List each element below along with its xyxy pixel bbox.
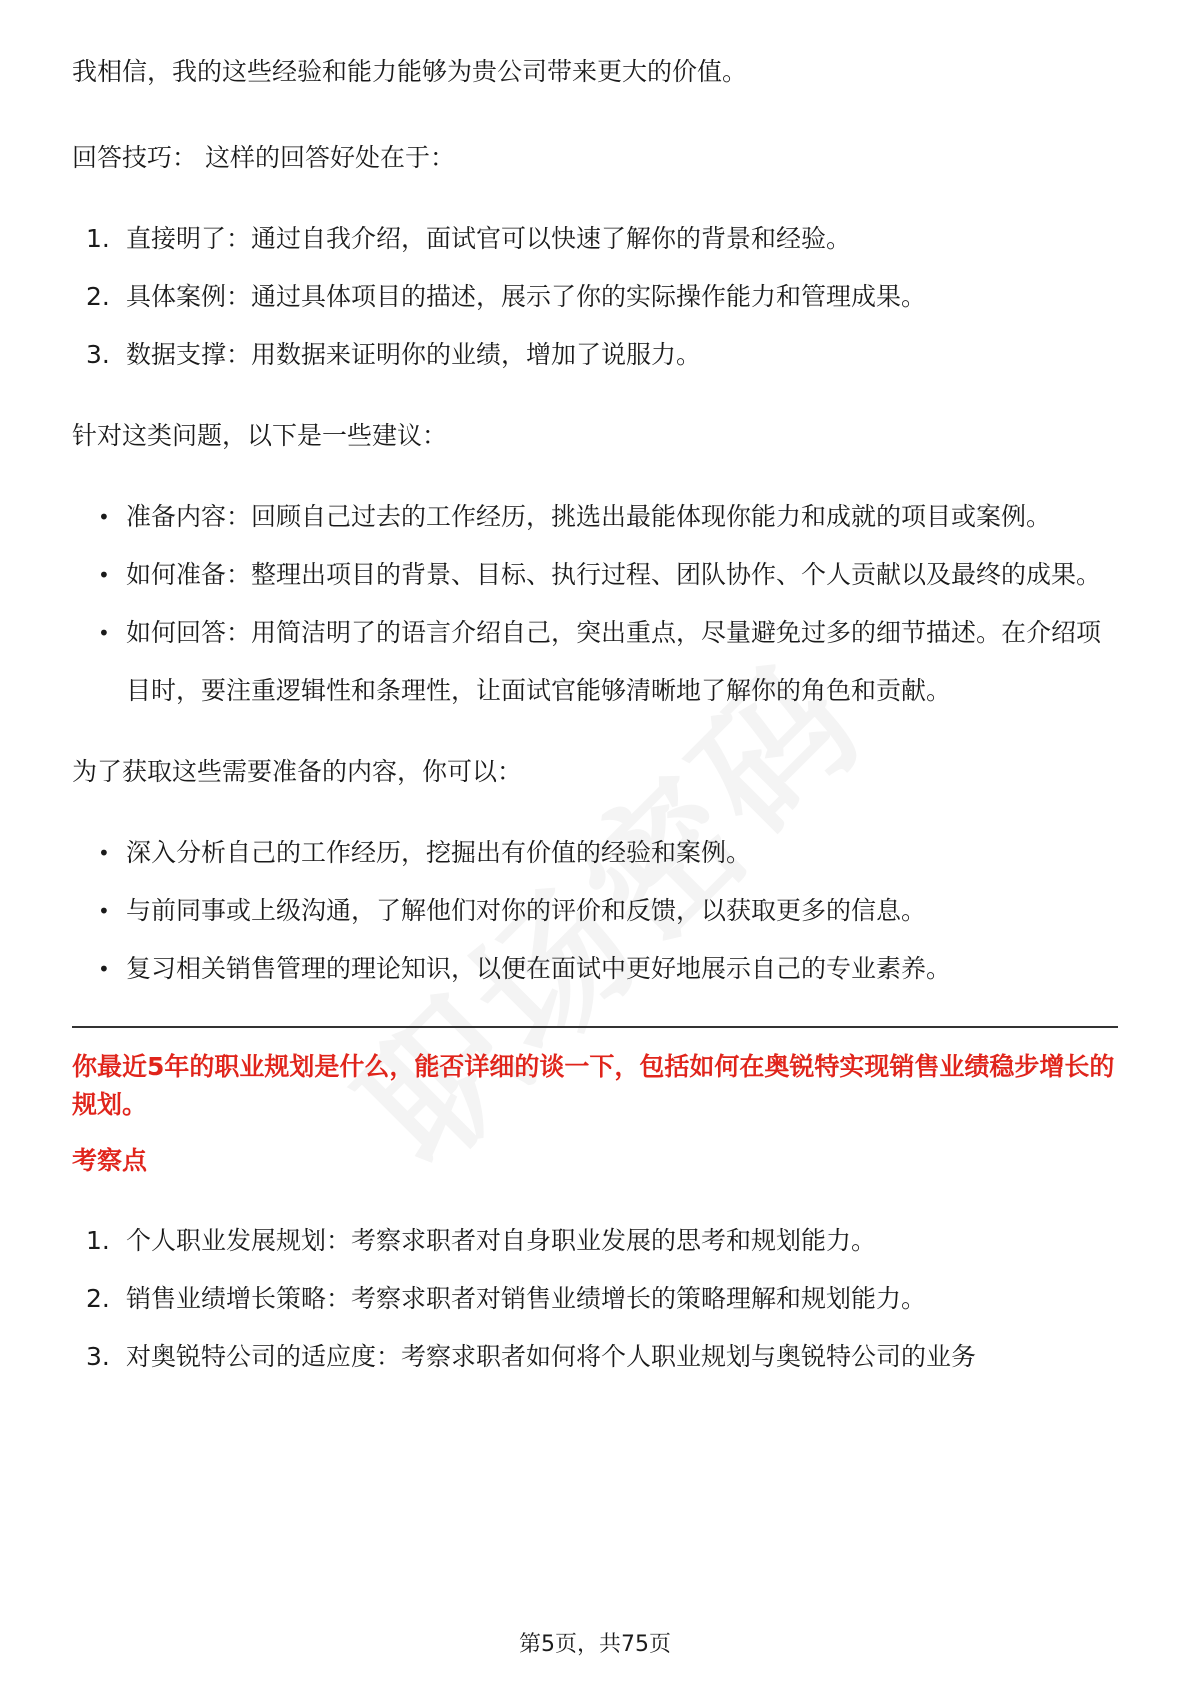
advice-heading: 针对这类问题，以下是一些建议： [72,421,448,450]
list-item-text: 销售业绩增长策略：考察求职者对销售业绩增长的策略理解和规划能力。 [126,1284,927,1313]
interview-question: 你最近5年的职业规划是什么，能否详细的谈一下，包括如何在奥锐特实现销售业绩稳步增长的规划。 [72,1052,1115,1119]
list-item-text: 深入分析自己的工作经历，挖掘出有价值的经验和案例。 [126,838,752,867]
list-item [72,940,1118,998]
list-item [72,1270,1118,1328]
bullet-icon: • [98,841,110,865]
page-content [72,52,1118,1386]
prep-heading: 为了获取这些需要准备的内容，你可以： [72,757,523,786]
list-item [72,210,1118,268]
list-item [72,604,1118,720]
list-number: 2. [86,1284,110,1313]
list-item-text: 复习相关销售管理的理论知识，以便在面试中更好地展示自己的专业素养。 [126,954,952,983]
bullet-icon: • [98,957,110,981]
tips-heading: 回答技巧： 这样的回答好处在于： [72,143,455,172]
page-footer: 第5页，共75页 [519,1632,671,1657]
list-item [72,824,1118,882]
list-item [72,882,1118,940]
list-item-text: 个人职业发展规划：考察求职者对自身职业发展的思考和规划能力。 [126,1226,877,1255]
bullet-icon: • [98,899,110,923]
list-item [72,1328,1118,1386]
list-item-text: 与前同事或上级沟通，了解他们对你的评价和反馈，以获取更多的信息。 [126,896,927,925]
intro-line: 我相信，我的这些经验和能力能够为贵公司带来更大的价值。 [72,57,748,86]
list-item [72,268,1118,326]
list-item-text: 数据支撑：用数据来证明你的业绩，增加了说服力。 [126,340,702,369]
list-number: 3. [86,1342,110,1371]
focus-heading: 考察点 [72,1146,148,1175]
section-divider [72,1026,1118,1028]
bullet-icon: • [98,563,110,587]
list-item-text: 如何回答：用简洁明了的语言介绍自己，突出重点，尽量避免过多的细节描述。在介绍项目时，要注重逻辑性和条理性，让面试官能够清晰地了解你的角色和贡献。 [126,618,1102,705]
list-number: 1. [86,1226,110,1255]
prep-list [72,824,1118,998]
list-number: 3. [86,340,110,369]
list-item-text: 对奥锐特公司的适应度：考察求职者如何将个人职业规划与奥锐特公司的业务 [126,1342,977,1371]
list-item [72,1212,1118,1270]
list-item-text: 直接明了：通过自我介绍，面试官可以快速了解你的背景和经验。 [126,224,852,253]
list-item-text: 如何准备：整理出项目的背景、目标、执行过程、团队协作、个人贡献以及最终的成果。 [126,560,1102,589]
list-item [72,488,1118,546]
advice-list [72,488,1118,720]
tips-list [72,210,1118,384]
list-item [72,546,1118,604]
list-item [72,326,1118,384]
bullet-icon: • [98,505,110,529]
bullet-icon: • [98,621,110,645]
list-number: 2. [86,282,110,311]
list-number: 1. [86,224,110,253]
list-item-text: 准备内容：回顾自己过去的工作经历，挑选出最能体现你能力和成就的项目或案例。 [126,502,1052,531]
list-item-text: 具体案例：通过具体项目的描述，展示了你的实际操作能力和管理成果。 [126,282,927,311]
focus-list [72,1212,1118,1386]
